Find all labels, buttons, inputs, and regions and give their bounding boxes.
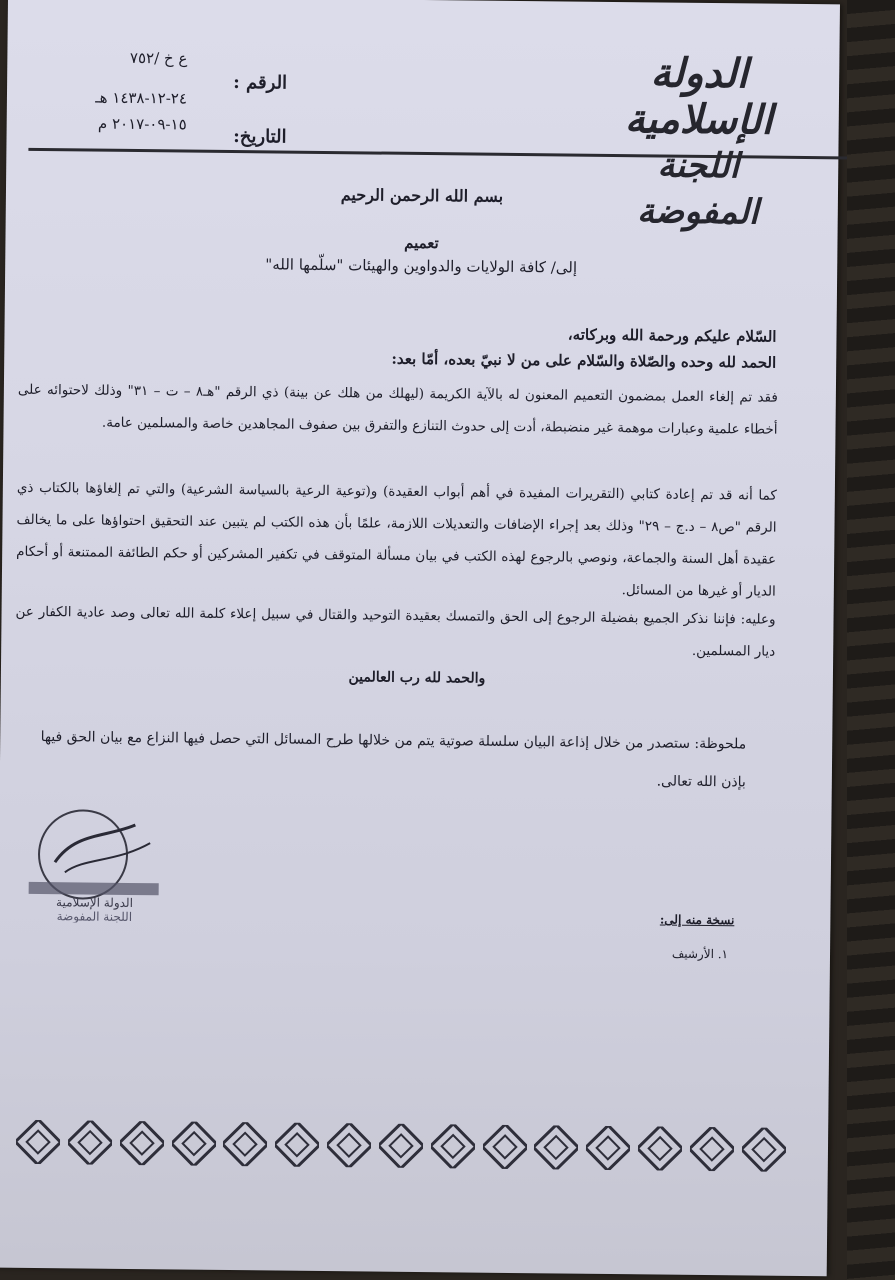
calligraphy-ornament-icon — [275, 1123, 319, 1167]
calligraphy-ornament-icon — [68, 1120, 112, 1164]
addressee: إلى/ كافة الولايات والدواوين والهيئات "سلّمها الله" — [265, 255, 578, 277]
copy-item: ١. الأرشيف — [671, 946, 729, 962]
copy-to-label: نسخة منه إلى: — [659, 912, 735, 928]
footer-ornament-row — [16, 1120, 787, 1198]
body-paragraph: فقد تم إلغاء العمل بمضمون التعميم المعنون له بالآية الكريمة (ليهلك من هلك عن بينة) ذي الرقم "هـ٨ – ت – ٣١" وذلك لاحتوائه على أخطاء علمية وعبارات موهمة غير منضبطة، أدت إلى حدوث التنازع والتفرق بين صفوف المجاهدين خاصة والمسلمين عامة. — [17, 381, 778, 438]
calligraphy-ornament-icon — [586, 1126, 630, 1170]
calligraphy-ornament-icon — [171, 1121, 215, 1165]
official-stamp — [24, 802, 165, 923]
calligraphy-ornament-icon — [223, 1122, 267, 1166]
meta-labels — [196, 56, 287, 165]
calligraphy-ornament-icon — [534, 1125, 578, 1169]
date-hijri: ٢٤-١٢-١٤٣٨ هـ — [95, 88, 188, 108]
calligraphy-ornament-icon — [482, 1125, 526, 1169]
meta-values — [67, 44, 188, 137]
closing-line: والحمد لله رب العالمين — [348, 669, 486, 687]
calligraphy-ornament-icon — [327, 1123, 371, 1167]
stamp-text-line2: اللجنة المفوضة — [56, 909, 133, 924]
body-paragraph: وعليه: فإننا نذكر الجميع بفضيلة الرجوع إلى الحق والتمسك بعقيدة التوحيد والقتال في سبيل إعلاء كلمة الله تعالى وصد عادية الكفار عن ديار المسلمين. — [15, 603, 776, 660]
calligraphy-ornament-icon — [119, 1121, 163, 1165]
greeting — [56, 316, 777, 376]
org-name-line1: الدولة الإسلامية — [624, 49, 773, 144]
greeting-line: السّلام عليكم ورحمة الله وبركاته، — [567, 325, 777, 346]
calligraphy-ornament-icon — [16, 1120, 60, 1164]
calligraphy-ornament-icon — [742, 1127, 786, 1171]
org-name-line2: اللجنة المفوضة — [636, 145, 759, 233]
stamp-seal-icon — [24, 802, 165, 923]
subject-title: تعميم — [404, 233, 439, 253]
greeting-line: الحمد لله وحده والصّلاة والسّلام على من لا نبيّ بعده، أمّا بعد: — [391, 349, 777, 372]
calligraphy-ornament-icon — [431, 1124, 475, 1168]
calligraphy-ornament-icon — [638, 1126, 682, 1170]
basmala: بسم الله الرحمن الرحيم — [340, 185, 504, 206]
background-edge — [847, 0, 895, 1280]
body-paragraph: كما أنه قد تم إعادة كتابي (التقريرات المفيدة في أهم أبواب العقيدة) و(توعية الرعية بالسياسة الشرعية) والتي تم إلغاؤها بالكتاب ذي الرقم "ص٨ – د.ج – ٢٩" وذلك بعد إجراء الإضافات والتعديلات اللازمة، علمًا بأن هذه الكتب لم يتبين عند التحقيق احتواؤها على ما يخالف عقيدة أهل السنة والجماعة، ونوصي بالرجوع لهذه الكتب في بيان مسألة المتوقف في تكفير المشركين أو حكم الطائفة الممتنعة أو أحكام الديار أو غيرها من المسائل. — [16, 479, 777, 600]
calligraphy-ornament-icon — [690, 1127, 734, 1171]
number-value: ع خ /٧٥٢ — [129, 48, 188, 68]
calligraphy-ornament-icon — [379, 1124, 423, 1168]
number-label: الرقم : — [233, 72, 288, 94]
stamp-text-line1: الدولة الإسلامية — [56, 895, 134, 911]
note-paragraph: ملحوظة: ستصدر من خلال إذاعة البيان سلسلة صوتية يتم من خلالها طرح المسائل التي حصل فيها النزاع مع بيان الحق فيها بإذن الله تعالى. — [40, 729, 747, 791]
date-gregorian: ١٥-٠٩-٢٠١٧ م — [97, 114, 187, 134]
date-label: التاريخ: — [233, 126, 287, 148]
